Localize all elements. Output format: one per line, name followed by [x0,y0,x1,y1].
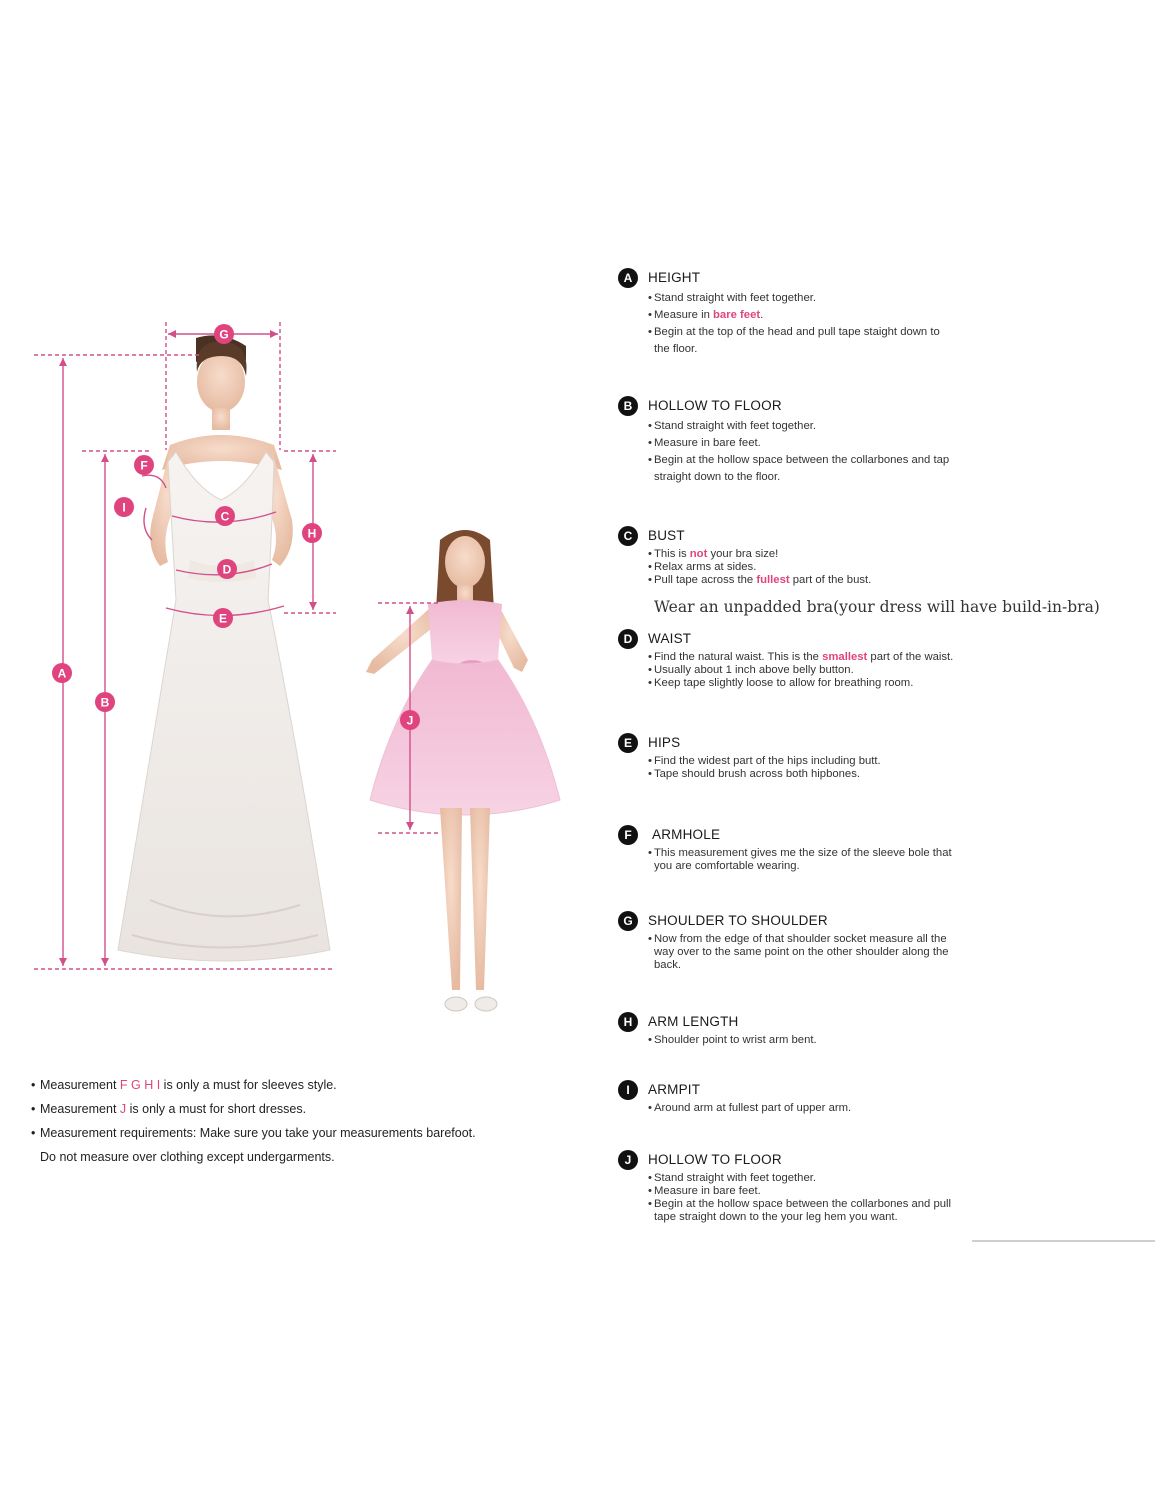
section-header [618,825,1088,847]
svg-text:F: F [140,458,148,473]
continuation-line: straight down to the floor. [654,471,781,483]
svg-text:I: I [122,500,126,515]
section-header [618,911,1088,933]
section-header [618,268,1088,290]
section-header [618,526,1088,548]
svg-text:E: E [218,611,228,626]
badge-f: F [618,825,638,845]
bullet-line: • Measure in bare feet. [648,1185,761,1197]
section-header [618,1080,1088,1102]
section-title: WAIST [648,631,692,646]
label-d [217,559,237,579]
section-header [618,629,1088,651]
badge-h: H [618,1012,638,1032]
bullet-line: • Measure in bare feet. [648,437,761,449]
note-undergarments: Do not measure over clothing except undergarments. [40,1150,335,1164]
label-g [214,324,234,344]
label-h [302,523,322,543]
bullet-line: • Measure in bare feet. [648,309,764,321]
bullet-line: • Stand straight with feet together. [648,292,817,304]
section-header [618,733,1088,755]
bullet-line: • Shoulder point to wrist arm bent. [648,1034,817,1046]
bullet-line: • This measurement gives me the size of the sleeve bole that [648,847,952,859]
label-e [213,608,233,628]
badge-i: I [618,1080,638,1100]
section-armpit [618,1080,1088,1114]
section-waist [618,629,1088,687]
bullet-line: • Usually about 1 inch above belly button. [648,664,854,676]
bullet-line: • Around arm at fullest part of upper arm. [648,1102,852,1114]
svg-text:D: D [222,562,232,577]
section-title: HOLLOW TO FLOOR [648,398,782,413]
section-header [618,1012,1088,1034]
label-c [215,506,235,526]
section-shoulder-to-shoulder [618,911,1088,969]
bullet-line: • Find the natural waist. This is the smallest part of the waist. [648,651,954,663]
bullet-line: • This is not your bra size! [648,548,779,560]
divider [972,1240,1155,1242]
section-title: ARMPIT [648,1082,701,1097]
label-j [400,710,420,730]
section-header [618,1150,1088,1172]
section-title: HOLLOW TO FLOOR [648,1152,782,1167]
badge-g: G [618,911,638,931]
bullet-line: • Begin at the top of the head and pull tape staight down to [648,326,940,338]
note-sleeves: • Measurement F G H I is only a must for sleeves style. [31,1078,337,1092]
continuation-line: back. [654,959,682,971]
section-height [618,268,1088,355]
note-requirements: • Measurement requirements: Make sure you take your measurements barefoot. [31,1126,476,1140]
bullet-line: • Begin at the hollow space between the collarbones and tap [648,454,950,466]
svg-text:G: G [219,327,229,342]
svg-text:C: C [220,509,230,524]
section-armhole [618,825,1088,871]
badge-a: A [618,268,638,288]
bullet-line: • Stand straight with feet together. [648,1172,817,1184]
continuation-line: tape straight down to the your leg hem you want. [654,1211,898,1223]
label-i [114,497,134,517]
badge-j: J [618,1150,638,1170]
label-f [134,455,154,475]
svg-text:B: B [100,695,110,710]
section-hollow-to-floor [618,396,1088,483]
short-dress-model [366,530,560,1011]
section-title: ARMHOLE [652,827,721,842]
continuation-line: way over to the same point on the other shoulder along the [654,946,949,958]
bullet-line: • Tape should brush across both hipbones. [648,768,860,780]
bullet-line: • Keep tape slightly loose to allow for breathing room. [648,677,914,689]
badge-d: D [618,629,638,649]
section-hollow-to-hem [618,1150,1088,1223]
bullet-line: • Begin at the hollow space between the collarbones and pull [648,1198,952,1210]
measurement-notes [31,1078,476,1174]
note-short-dresses: • Measurement J is only a must for short dresses. [31,1102,307,1116]
bullet-line: • Relax arms at sides. [648,561,757,573]
section-title: BUST [648,528,685,543]
continuation-line: the floor. [654,343,698,355]
continuation-line: you are comfortable wearing. [654,860,800,872]
svg-text:A: A [57,666,67,681]
bullet-line: • Stand straight with feet together. [648,420,817,432]
label-b [95,692,115,712]
section-title: SHOULDER TO SHOULDER [648,913,828,928]
badge-b: B [618,396,638,416]
unpadded-bra-note: Wear an unpadded bra(your dress will have build-in-bra) [654,598,1100,616]
section-arm-length [618,1012,1088,1046]
svg-text:H: H [307,526,317,541]
measurement-figure [0,0,600,1060]
section-bust [618,526,1088,584]
bullet-line: • Find the widest part of the hips including butt. [648,755,881,767]
label-a [52,663,72,683]
badge-e: E [618,733,638,753]
section-header [618,396,1088,418]
svg-text:J: J [406,713,414,728]
section-title: HIPS [648,735,681,750]
bullet-line: • Pull tape across the fullest part of the bust. [648,574,872,586]
section-title: HEIGHT [648,270,701,285]
bride-model [118,335,330,961]
badge-c: C [618,526,638,546]
section-hips [618,733,1088,779]
bullet-line: • Now from the edge of that shoulder socket measure all the [648,933,947,945]
section-title: ARM LENGTH [648,1014,739,1029]
